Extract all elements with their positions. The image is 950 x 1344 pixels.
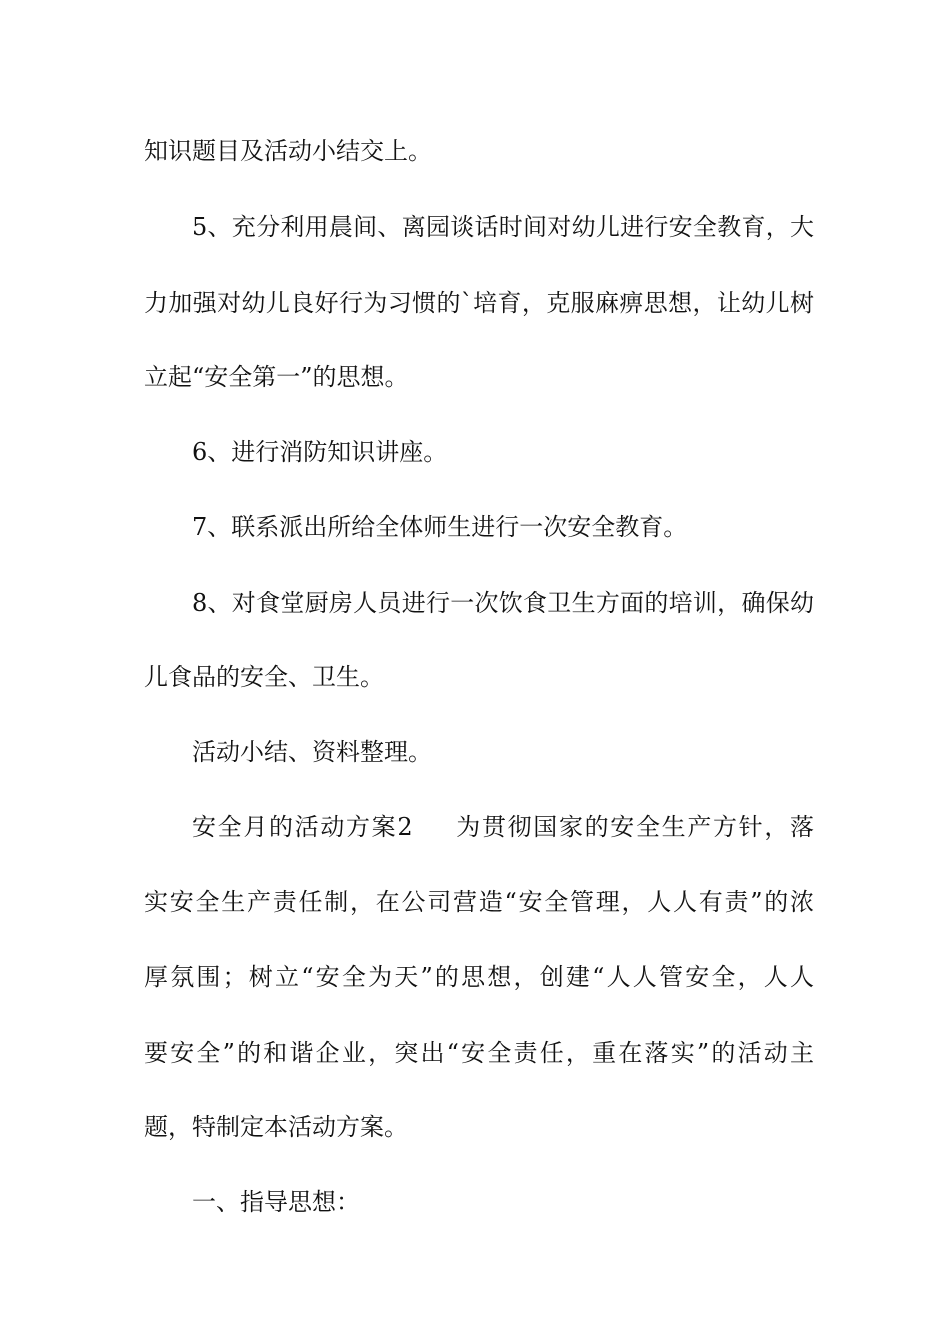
paragraph-line: 活动小结、资料整理。 [192,738,432,766]
paragraph-line: 8、对食堂厨房人员进行一次饮食卫生方面的培训，确保幼 [192,589,814,617]
paragraph-line: 7、联系派出所给全体师生进行一次安全教育。 [192,513,688,541]
paragraph-line: 实安全生产责任制，在公司营造“安全管理，人人有责”的浓 [144,888,814,916]
section-heading: 一、指导思想： [192,1188,360,1216]
section-title: 安全月的活动方案2 [192,813,413,841]
paragraph-line: 6、进行消防知识讲座。 [192,438,448,466]
paragraph-line: 力加强对幼儿良好行为习惯的`培育，克服麻痹思想，让幼儿树 [144,289,814,317]
paragraph-line: 5、充分利用晨间、离园谈话时间对幼儿进行安全教育，大 [192,213,814,241]
section-intro-text: 为贯彻国家的安全生产方针，落 [454,813,814,841]
paragraph-line: 要安全”的和谐企业，突出“安全责任，重在落实”的活动主 [144,1039,814,1067]
paragraph-line: 立起“安全第一”的思想。 [144,363,409,391]
paragraph-line: 儿食品的安全、卫生。 [144,663,384,691]
paragraph-line: 题，特制定本活动方案。 [144,1113,408,1141]
paragraph-line: 厚氛围；树立“安全为天”的思想，创建“人人管安全，人人 [144,963,814,991]
section-heading-line [192,807,814,847]
paragraph-line: 知识题目及活动小结交上。 [144,137,432,165]
